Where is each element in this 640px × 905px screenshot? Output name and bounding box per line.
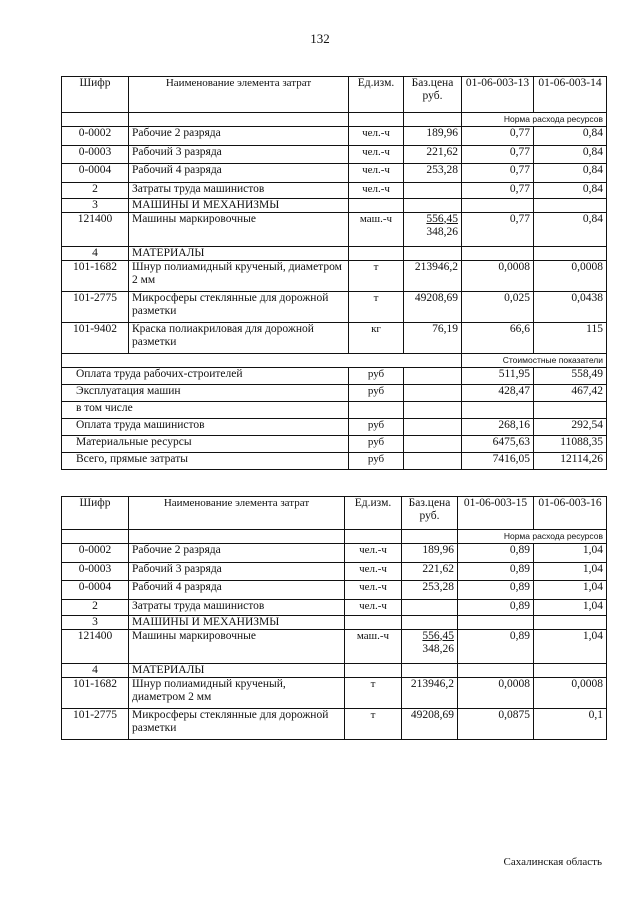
summary-unit: руб — [349, 384, 404, 401]
table-row — [62, 260, 607, 291]
section-code: 4 — [62, 246, 129, 260]
cell-value-1: 0,77 — [462, 127, 534, 146]
cell-unit: маш.-ч — [349, 212, 404, 246]
table-header-row — [62, 77, 607, 113]
cost-table-1 — [61, 76, 607, 470]
cell-name: Шнур полиамидный крученый, диаметром 2 мм — [129, 677, 345, 708]
cell-price: 49208,69 — [402, 708, 458, 739]
cell-value-1: 0,89 — [458, 562, 534, 581]
cell-unit: чел.-ч — [349, 164, 404, 183]
section-materials-row — [62, 246, 607, 260]
cell-unit: кг — [349, 322, 404, 353]
summary-value-1: 6475,63 — [462, 435, 534, 452]
norm-label: Норма расхода ресурсов — [462, 113, 607, 127]
summary-value-2: 467,42 — [534, 384, 607, 401]
section-title: МАШИНЫ И МЕХАНИЗМЫ — [129, 198, 349, 212]
cell-value-2: 0,84 — [534, 212, 607, 246]
cell-value-2: 0,0008 — [534, 677, 607, 708]
table-row — [62, 677, 607, 708]
cell-value-2: 0,84 — [534, 164, 607, 183]
cell-value-1: 0,89 — [458, 581, 534, 600]
summary-value-1: 511,95 — [462, 367, 534, 384]
price-total: 556,45 — [422, 629, 454, 642]
cell-value-1: 66,6 — [462, 322, 534, 353]
section-machines-row — [62, 198, 607, 212]
summary-row — [62, 367, 607, 384]
summary-value-2: 12114,26 — [534, 452, 607, 469]
cell-code: 101-1682 — [62, 677, 129, 708]
cell-code: 2 — [62, 182, 129, 198]
cell-name: Затраты труда машинистов — [129, 182, 349, 198]
cell-name: Рабочий 4 разряда — [129, 164, 349, 183]
price-total: 556,45 — [426, 212, 458, 225]
table-row — [62, 291, 607, 322]
cell-unit: т — [345, 708, 402, 739]
summary-value-1: 7416,05 — [462, 452, 534, 469]
cell-code: 121400 — [62, 629, 129, 663]
cell-value-1: 0,77 — [462, 182, 534, 198]
header-unit: Ед.изм. — [345, 497, 402, 530]
header-base-price: Баз.цена руб. — [402, 497, 458, 530]
header-col1: 01-06-003-15 — [458, 497, 534, 530]
machine-row — [62, 212, 607, 246]
header-name: Наименование элемента затрат — [129, 497, 345, 530]
cell-unit: чел.-ч — [345, 562, 402, 581]
table-row — [62, 581, 607, 600]
norm-label-row — [62, 530, 607, 544]
summary-row — [62, 384, 607, 401]
cell-price: 49208,69 — [404, 291, 462, 322]
cell-code: 0-0003 — [62, 145, 129, 164]
summary-value-2: 558,49 — [534, 367, 607, 384]
cell-code: 0-0004 — [62, 581, 129, 600]
price-machinist: 348,26 — [426, 225, 458, 238]
cost-label-row — [62, 353, 607, 367]
cell-name: Рабочие 2 разряда — [129, 127, 349, 146]
cell-value-2: 0,1 — [534, 708, 607, 739]
cell-name: Машины маркировочные — [129, 212, 349, 246]
cell-code: 0-0003 — [62, 562, 129, 581]
table-row — [62, 544, 607, 563]
summary-label: Оплата труда машинистов — [62, 418, 349, 435]
summary-row — [62, 435, 607, 452]
cell-unit: чел.-ч — [349, 127, 404, 146]
table-header-row — [62, 497, 607, 530]
cell-value-1: 0,0875 — [458, 708, 534, 739]
summary-value-2 — [534, 401, 607, 418]
footer-region: Сахалинская область — [503, 856, 602, 868]
cell-value-2: 0,0438 — [534, 291, 607, 322]
norm-label: Норма расхода ресурсов — [458, 530, 607, 544]
cell-code: 0-0004 — [62, 164, 129, 183]
cell-price: 221,62 — [404, 145, 462, 164]
cell-value-2: 1,04 — [534, 629, 607, 663]
cell-value-1: 0,89 — [458, 629, 534, 663]
cell-price: 253,28 — [404, 164, 462, 183]
cell-code: 101-2775 — [62, 291, 129, 322]
header-col2: 01-06-003-14 — [534, 77, 607, 113]
cell-value-1: 0,77 — [462, 145, 534, 164]
cell-code: 0-0002 — [62, 544, 129, 563]
cell-unit: т — [345, 677, 402, 708]
cell-unit: чел.-ч — [349, 145, 404, 164]
cell-code: 101-9402 — [62, 322, 129, 353]
section-title: МАШИНЫ И МЕХАНИЗМЫ — [129, 615, 345, 629]
cell-name: Затраты труда машинистов — [129, 599, 345, 615]
cell-value-1: 0,89 — [458, 544, 534, 563]
cell-value-2: 1,04 — [534, 599, 607, 615]
cell-value-1: 0,0008 — [458, 677, 534, 708]
section-code: 3 — [62, 615, 129, 629]
cell-value-1: 0,025 — [462, 291, 534, 322]
summary-unit: руб — [349, 367, 404, 384]
header-base-price: Баз.цена руб. — [404, 77, 462, 113]
summary-label: Всего, прямые затраты — [62, 452, 349, 469]
machinist-row — [62, 599, 607, 615]
section-machines-row — [62, 615, 607, 629]
cell-value-2: 1,04 — [534, 544, 607, 563]
table-row — [62, 562, 607, 581]
summary-unit: руб — [349, 452, 404, 469]
cell-code: 2 — [62, 599, 129, 615]
cell-name: Рабочий 3 разряда — [129, 562, 345, 581]
cell-value-1: 0,77 — [462, 164, 534, 183]
cell-name: Микросферы стеклянные для дорожной разметки — [129, 708, 345, 739]
cell-value-2: 0,0008 — [534, 260, 607, 291]
cell-price: 213946,2 — [402, 677, 458, 708]
cell-price: 213946,2 — [404, 260, 462, 291]
summary-value-1 — [462, 401, 534, 418]
cell-name: Краска полиакриловая для дорожной разметки — [129, 322, 349, 353]
table-row — [62, 708, 607, 739]
header-unit: Ед.изм. — [349, 77, 404, 113]
cell-value-2: 1,04 — [534, 581, 607, 600]
cell-value-2: 115 — [534, 322, 607, 353]
header-code: Шифр — [62, 497, 129, 530]
cell-unit: т — [349, 260, 404, 291]
summary-unit — [349, 401, 404, 418]
cell-price: 189,96 — [402, 544, 458, 563]
cell-unit: чел.-ч — [349, 182, 404, 198]
cell-value-2: 1,04 — [534, 562, 607, 581]
summary-value-2: 11088,35 — [534, 435, 607, 452]
machine-row — [62, 629, 607, 663]
cell-code: 121400 — [62, 212, 129, 246]
cell-name: Машины маркировочные — [129, 629, 345, 663]
cell-value-1: 0,77 — [462, 212, 534, 246]
section-materials-row — [62, 663, 607, 677]
cell-value-2: 0,84 — [534, 145, 607, 164]
summary-label: в том числе — [62, 401, 349, 418]
table-row — [62, 145, 607, 164]
cell-price: 189,96 — [404, 127, 462, 146]
cell-name: Рабочий 4 разряда — [129, 581, 345, 600]
cell-value-1: 0,0008 — [462, 260, 534, 291]
summary-row — [62, 452, 607, 469]
summary-row — [62, 401, 607, 418]
cell-code: 101-1682 — [62, 260, 129, 291]
cell-price: 253,28 — [402, 581, 458, 600]
cost-table-2 — [61, 496, 607, 740]
cell-name: Микросферы стеклянные для дорожной разметки — [129, 291, 349, 322]
cell-value-2: 0,84 — [534, 127, 607, 146]
summary-label: Оплата труда рабочих-строителей — [62, 367, 349, 384]
summary-label: Эксплуатация машин — [62, 384, 349, 401]
cell-price: 221,62 — [402, 562, 458, 581]
machinist-row — [62, 182, 607, 198]
table-row — [62, 127, 607, 146]
cell-name: Рабочий 3 разряда — [129, 145, 349, 164]
summary-unit: руб — [349, 435, 404, 452]
cell-unit: маш.-ч — [345, 629, 402, 663]
section-code: 3 — [62, 198, 129, 212]
summary-value-2: 292,54 — [534, 418, 607, 435]
summary-value-1: 428,47 — [462, 384, 534, 401]
header-code: Шифр — [62, 77, 129, 113]
summary-unit: руб — [349, 418, 404, 435]
cell-value-2: 0,84 — [534, 182, 607, 198]
table-row — [62, 164, 607, 183]
summary-row — [62, 418, 607, 435]
cell-code: 0-0002 — [62, 127, 129, 146]
cell-price — [404, 212, 462, 246]
cell-name: Рабочие 2 разряда — [129, 544, 345, 563]
price-machinist: 348,26 — [422, 642, 454, 655]
norm-label-row — [62, 113, 607, 127]
summary-label: Материальные ресурсы — [62, 435, 349, 452]
cell-name: Шнур полиамидный крученый, диаметром 2 мм — [129, 260, 349, 291]
cell-price: 76,19 — [404, 322, 462, 353]
cell-unit: т — [349, 291, 404, 322]
section-code: 4 — [62, 663, 129, 677]
section-title: МАТЕРИАЛЫ — [129, 246, 349, 260]
header-col2: 01-06-003-16 — [534, 497, 607, 530]
page-number: 132 — [310, 31, 330, 46]
cost-label: Стоимостные показатели — [462, 353, 607, 367]
header-col1: 01-06-003-13 — [462, 77, 534, 113]
cell-unit: чел.-ч — [345, 581, 402, 600]
header-name: Наименование элемента затрат — [129, 77, 349, 113]
table-row — [62, 322, 607, 353]
cell-price — [402, 629, 458, 663]
section-title: МАТЕРИАЛЫ — [129, 663, 345, 677]
cell-code: 101-2775 — [62, 708, 129, 739]
summary-value-1: 268,16 — [462, 418, 534, 435]
cell-unit: чел.-ч — [345, 544, 402, 563]
cell-unit: чел.-ч — [345, 599, 402, 615]
cell-value-1: 0,89 — [458, 599, 534, 615]
